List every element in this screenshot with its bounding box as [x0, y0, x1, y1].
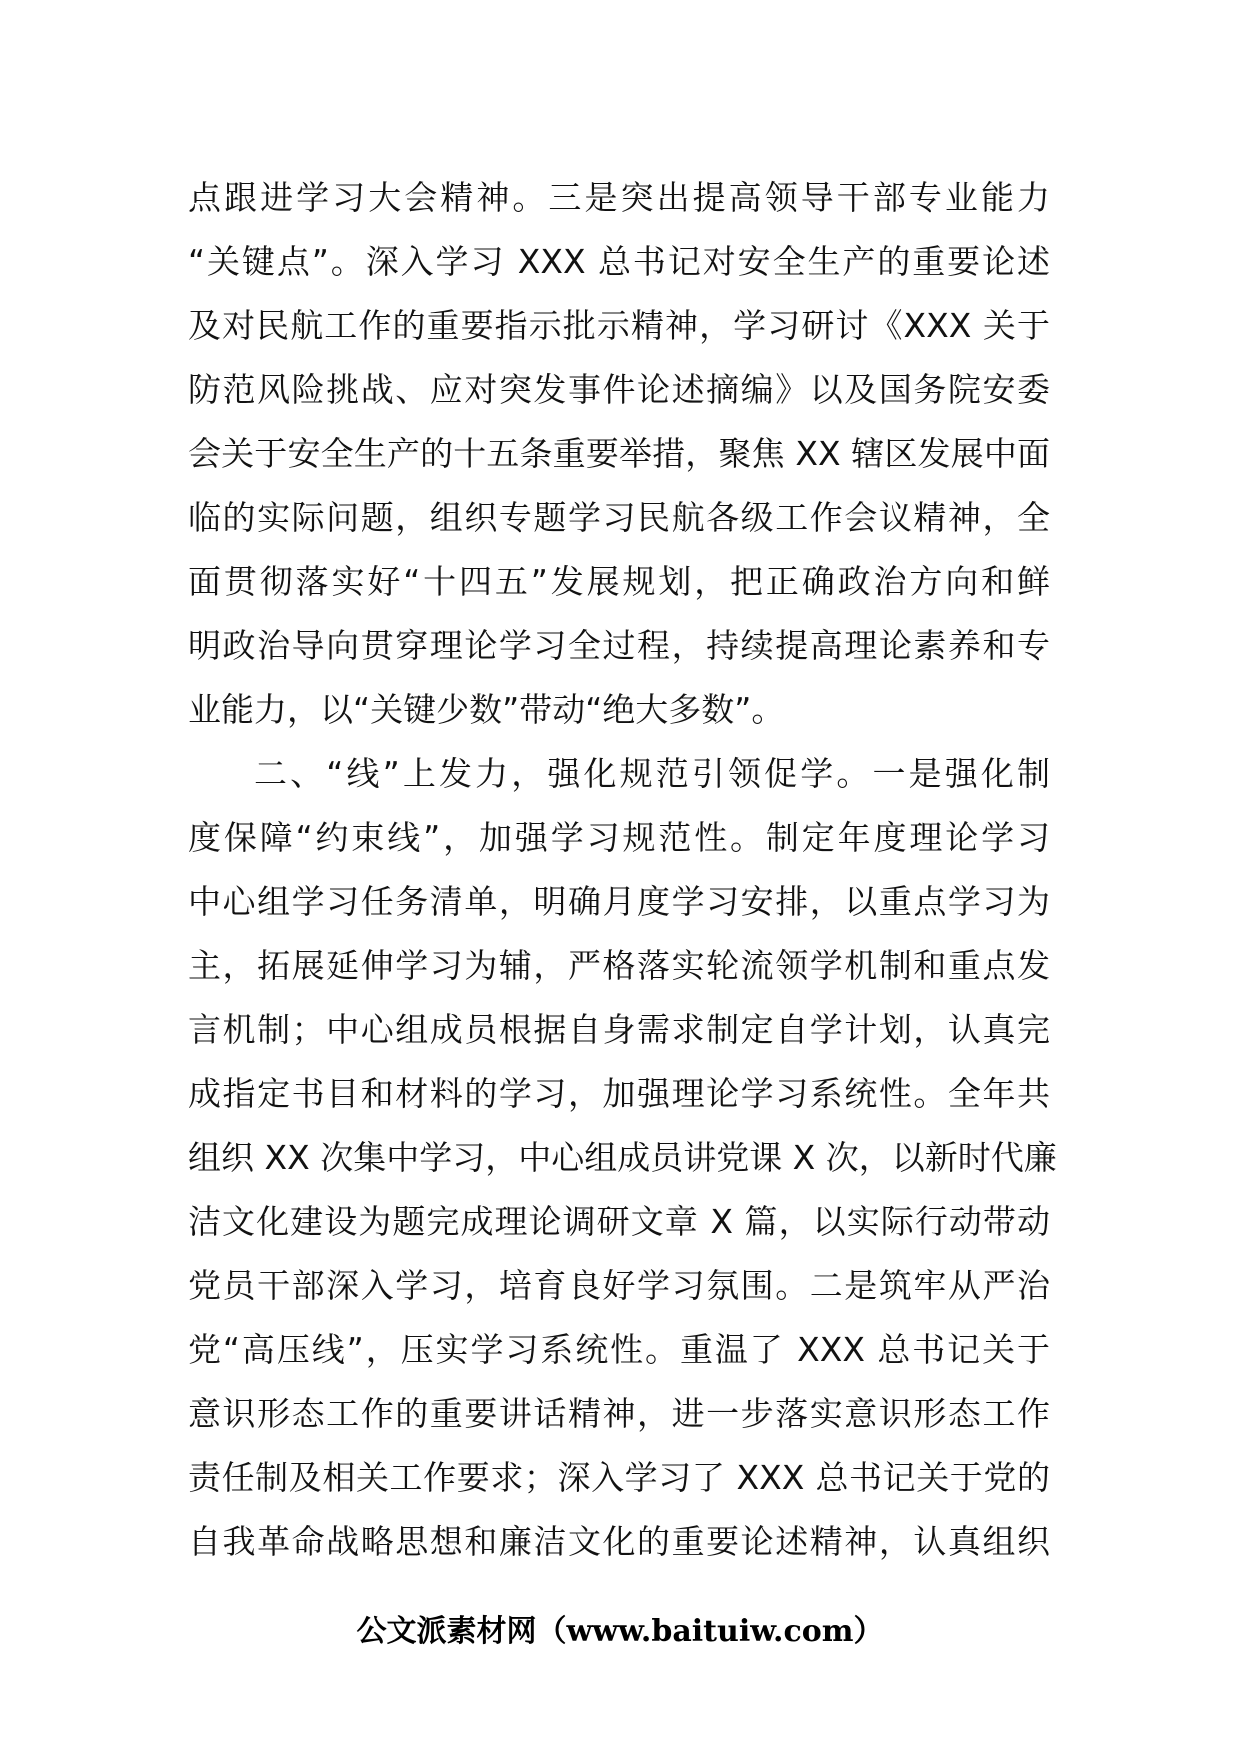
text-line: 党“高压线”，压实学习系统性。重温了 XXX 总书记关于 — [188, 1330, 1050, 1369]
text-line: 自我革命战略思想和廉洁文化的重要论述精神，认真组织 — [188, 1522, 1050, 1561]
text-line: 组织 XX 次集中学习，中心组成员讲党课 X 次，以新时代廉 — [188, 1138, 1057, 1177]
text-line: 意识形态工作的重要讲话精神，进一步落实意识形态工作 — [188, 1394, 1050, 1433]
text-line: 成指定书目和材料的学习，加强理论学习系统性。全年共 — [188, 1074, 1050, 1113]
text-line: 及对民航工作的重要指示批示精神，学习研讨《XXX 关于 — [188, 306, 1050, 345]
text-line: 度保障“约束线”，加强学习规范性。制定年度理论学习 — [188, 818, 1050, 857]
text-line: 会关于安全生产的十五条重要举措，聚焦 XX 辖区发展中面 — [188, 434, 1050, 473]
text-line: 主，拓展延伸学习为辅，严格落实轮流领学机制和重点发 — [188, 946, 1050, 985]
text-line: 责任制及相关工作要求；深入学习了 XXX 总书记关于党的 — [188, 1458, 1050, 1497]
text-line: 业能力，以“关键少数”带动“绝大多数”。 — [188, 690, 785, 729]
text-line: 中心组学习任务清单，明确月度学习安排，以重点学习为 — [188, 882, 1050, 921]
text-line: 党员干部深入学习，培育良好学习氛围。二是筑牢从严治 — [188, 1266, 1050, 1305]
text-line: 临的实际问题，组织专题学习民航各级工作会议精神，全 — [188, 498, 1050, 537]
text-line: 防范风险挑战、应对突发事件论述摘编》以及国务院安委 — [188, 370, 1050, 409]
footer-watermark: 公文派素材网（www.baituiw.com） — [356, 1614, 884, 1649]
text-line: 洁文化建设为题完成理论调研文章 X 篇，以实际行动带动 — [188, 1202, 1050, 1241]
body-text — [188, 166, 1057, 1574]
text-line: 点跟进学习大会精神。三是突出提高领导干部专业能力 — [188, 178, 1050, 217]
text-line: 明政治导向贯穿理论学习全过程，持续提高理论素养和专 — [188, 626, 1050, 665]
text-line: 面贯彻落实好“十四五”发展规划，把正确政治方向和鲜 — [188, 562, 1050, 601]
section-heading-line: 二、“线”上发力，强化规范引领促学。一是强化制 — [254, 754, 1050, 793]
text-line: “关键点”。深入学习 XXX 总书记对安全生产的重要论述 — [188, 242, 1050, 281]
text-line: 言机制；中心组成员根据自身需求制定自学计划，认真完 — [188, 1010, 1050, 1049]
